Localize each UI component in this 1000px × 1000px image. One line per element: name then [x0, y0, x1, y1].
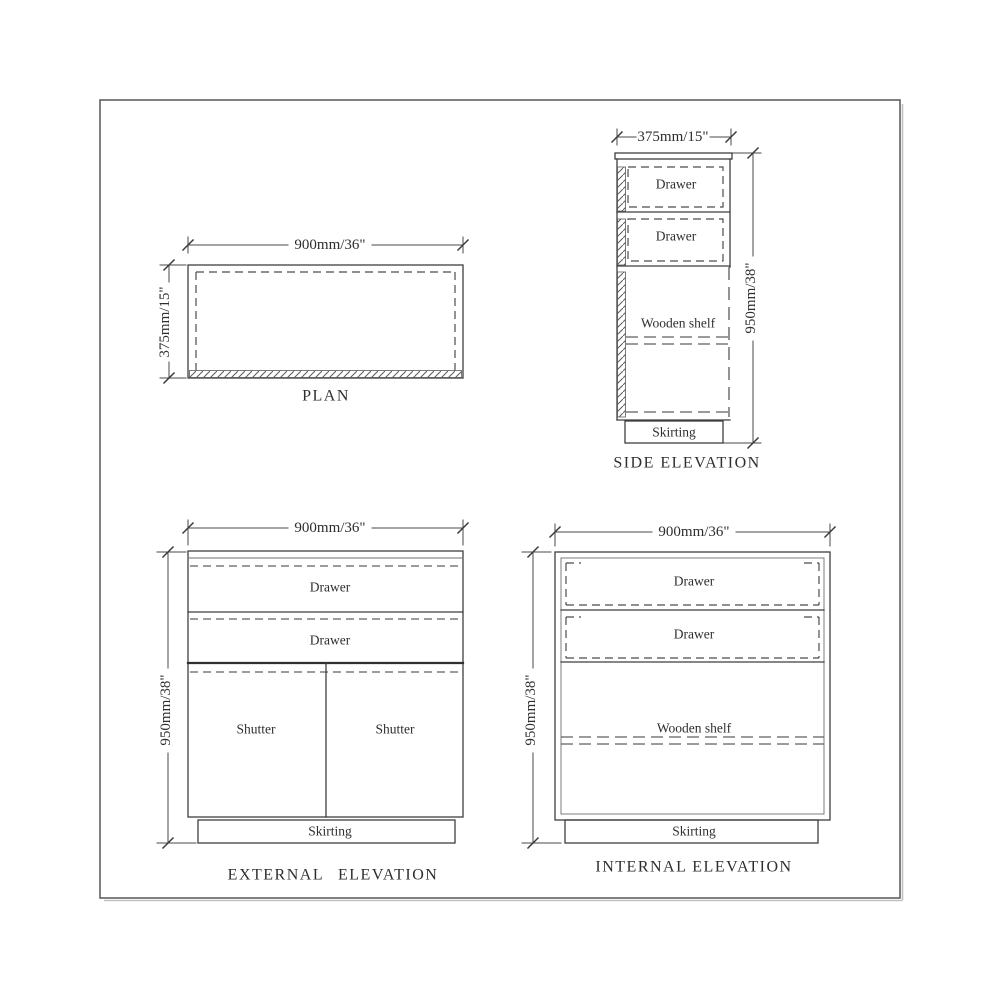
side-shelf-label: Wooden shelf — [640, 315, 716, 331]
side-panel-hatch-top — [618, 167, 626, 211]
side-drawer-bottom-label: Drawer — [655, 228, 697, 244]
plan-view-label: PLAN — [302, 387, 350, 405]
external-height-dim-text: 950mm/38" — [158, 674, 174, 746]
plan-back-panel-hatch — [190, 371, 462, 378]
side-height-dim-text: 950mm/38" — [743, 262, 759, 334]
internal-height-dim-text: 950mm/38" — [523, 674, 539, 746]
side-panel-hatch-mid — [618, 219, 626, 265]
external-drawer-bottom-label: Drawer — [309, 632, 351, 648]
internal-skirting-label: Skirting — [672, 823, 716, 839]
plan-width-dim-text: 900mm/36" — [294, 237, 366, 253]
internal-drawer-bottom-label: Drawer — [673, 626, 715, 642]
external-shutter-right-label: Shutter — [375, 721, 415, 737]
side-skirting-label: Skirting — [652, 424, 696, 440]
external-width-dim-text: 900mm/36" — [294, 520, 366, 536]
internal-shelf-label: Wooden shelf — [656, 720, 732, 736]
side-width-dim-text: 375mm/15" — [637, 129, 709, 145]
external-elevation-view-label: EXTERNAL ELEVATION — [227, 866, 439, 884]
external-drawer-top-label: Drawer — [309, 579, 351, 595]
external-skirting-label: Skirting — [308, 823, 352, 839]
side-panel-hatch-bottom — [618, 272, 626, 417]
plan-depth-dim-text: 375mm/15" — [157, 286, 173, 358]
sheet-frame — [100, 100, 903, 901]
side-drawer-top-label: Drawer — [655, 176, 697, 192]
internal-elevation-view-label: INTERNAL ELEVATION — [595, 858, 793, 876]
external-shutter-left-label: Shutter — [236, 721, 276, 737]
side-elevation-view-label: SIDE ELEVATION — [613, 454, 761, 472]
internal-width-dim-text: 900mm/36" — [658, 524, 730, 540]
internal-drawer-top-label: Drawer — [673, 573, 715, 589]
